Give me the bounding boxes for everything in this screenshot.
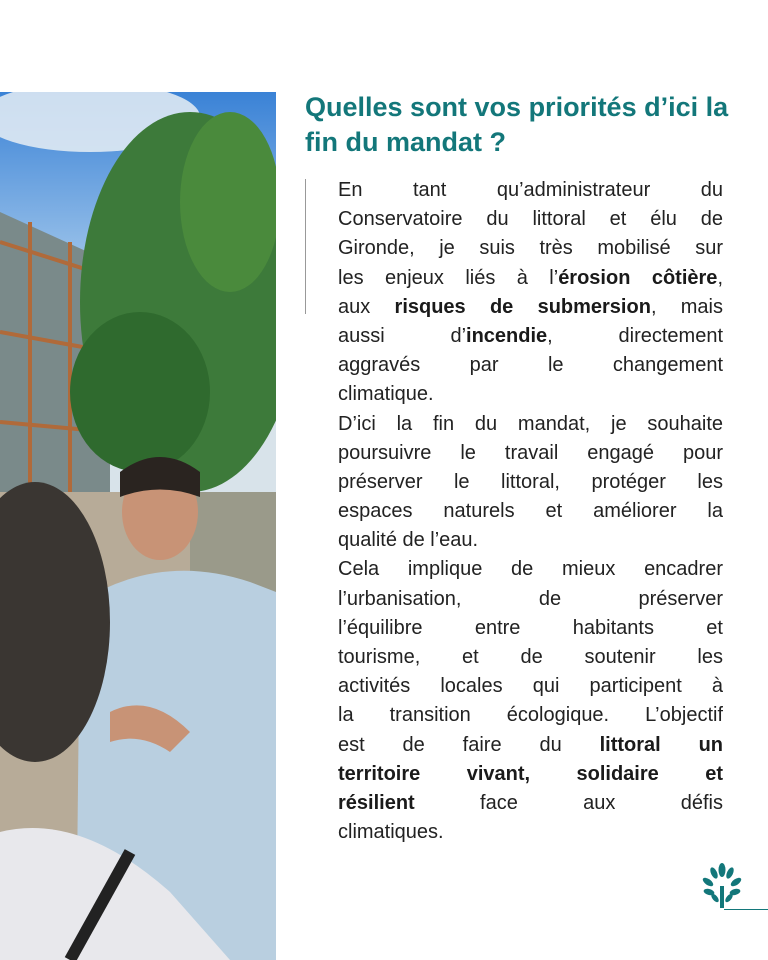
paragraph-line — [338, 439, 723, 468]
paragraph-line — [338, 760, 723, 789]
text-segment: espaces naturels et améliorer la — [338, 500, 723, 523]
tree-hand-icon — [700, 862, 744, 915]
bold-text: littoral un — [599, 733, 723, 756]
text-segment: Gironde, je suis très mobilisé sur — [338, 237, 723, 260]
text-segment: préserver le littoral, protéger les — [338, 470, 723, 493]
paragraph-line — [338, 555, 723, 584]
text-segment: En tant qu’administrateur du — [338, 179, 723, 201]
text-segment: la transition écologique. L’objectif — [338, 704, 723, 727]
text-segment: aggravés par le changement — [338, 354, 723, 377]
photo-speaker-outdoors — [0, 92, 276, 960]
text-segment: D’ici la fin du mandat, je souhaite — [338, 412, 723, 435]
text-segment: l’équilibre entre habitants et — [338, 616, 723, 639]
text-segment: face aux défis — [414, 791, 723, 814]
paragraph-line — [338, 410, 723, 439]
text-segment: , mais — [650, 295, 723, 318]
quote-rule — [305, 179, 306, 314]
text-segment: , directement — [547, 324, 723, 347]
footer-rule — [724, 909, 768, 910]
paragraph-line — [338, 293, 723, 322]
text-segment: climatiques. — [338, 821, 444, 844]
text-segment: qualité de l’eau. — [338, 529, 479, 552]
paragraph-line — [338, 322, 723, 351]
paragraph-line — [338, 234, 723, 263]
text-segment: Cela implique de mieux encadrer — [338, 558, 723, 581]
paragraph-line — [338, 526, 723, 555]
paragraph-line — [338, 264, 723, 293]
paragraph-line — [338, 380, 723, 409]
paragraph-line — [338, 205, 723, 234]
paragraph-line — [338, 585, 723, 614]
paragraph-line — [338, 789, 723, 818]
text-segment: poursuivre le travail engagé pour — [338, 441, 723, 464]
text-segment: tourisme, et de soutenir les — [338, 646, 723, 668]
paragraph-line — [338, 497, 723, 526]
paragraph-line — [338, 818, 723, 847]
text-segment: aussi d’ — [338, 324, 467, 347]
paragraph-line — [338, 351, 723, 380]
bold-text: incendie — [466, 324, 548, 347]
text-segment: l’urbanisation, de préserver — [338, 587, 723, 610]
page-title: Quelles sont vos priorités d’ici la fin du mandat ? — [305, 92, 729, 157]
text-segment: est de faire du — [338, 733, 600, 756]
paragraph-line — [338, 701, 723, 730]
answer-paragraph — [338, 176, 723, 847]
paragraph-line — [338, 731, 723, 760]
bold-text: résilient — [338, 791, 415, 814]
text-segment: climatique. — [338, 383, 434, 406]
bold-text: érosion côtière — [558, 266, 718, 289]
text-segment: Conservatoire du littoral et élu de — [338, 208, 723, 231]
paragraph-line — [338, 176, 723, 205]
text-segment: aux — [338, 295, 395, 318]
bold-text: risques de submersion — [394, 295, 651, 318]
paragraph-line — [338, 672, 723, 701]
text-segment: activités locales qui participent à — [338, 675, 723, 698]
paragraph-line — [338, 614, 723, 643]
bold-text: territoire vivant, solidaire et — [338, 762, 723, 785]
paragraph-line — [338, 468, 723, 497]
text-segment: les enjeux liés à l’ — [338, 266, 559, 289]
text-segment: , — [717, 266, 723, 289]
paragraph-line — [338, 643, 723, 672]
